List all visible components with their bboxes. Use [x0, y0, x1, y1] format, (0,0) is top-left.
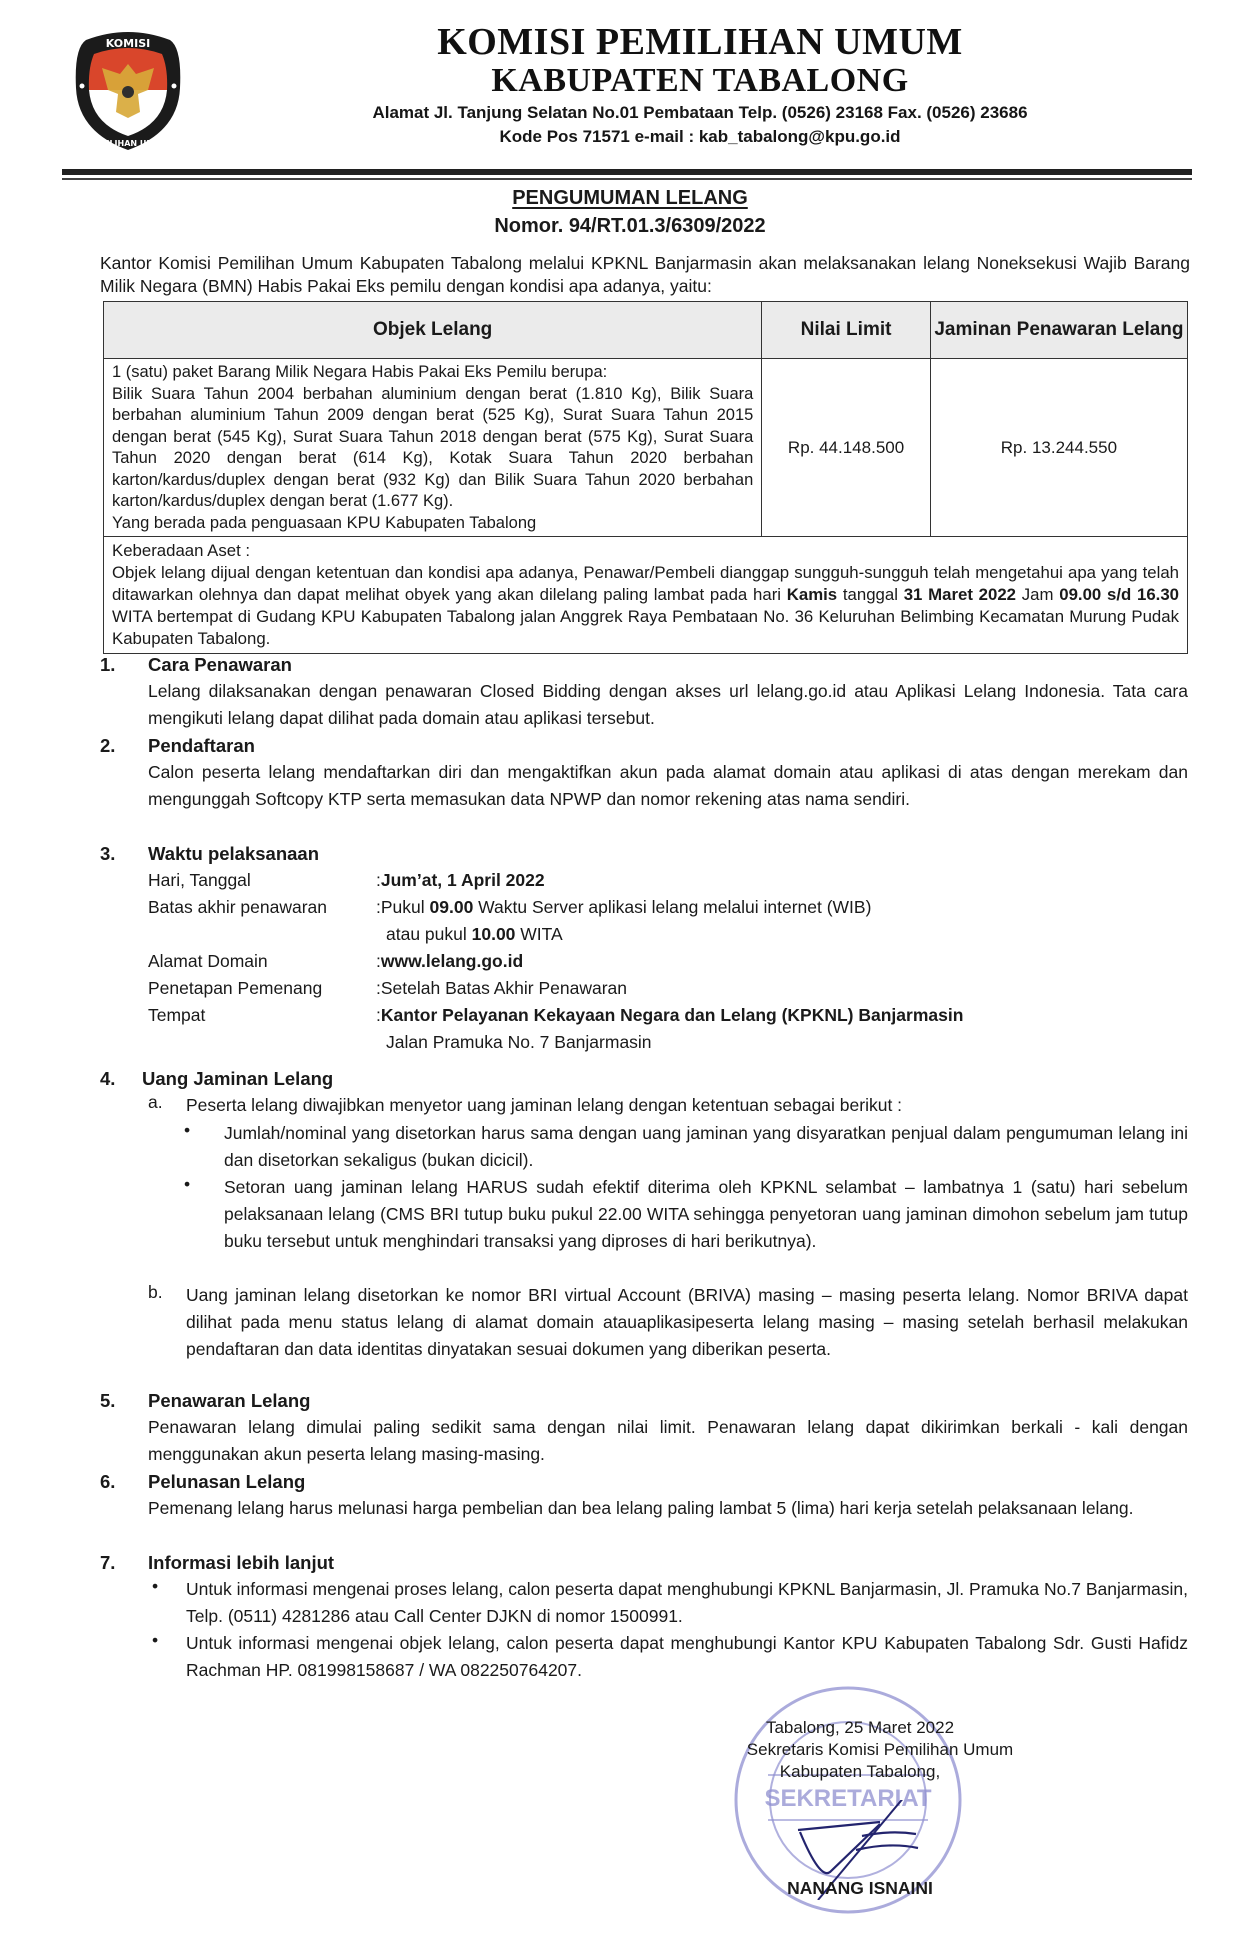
section-6-heading: 6. Pelunasan Lelang [100, 1471, 306, 1492]
letterhead-divider-thin [62, 178, 1192, 180]
bullet-dot-icon: • [152, 1576, 159, 1596]
svg-text:PEMILIHAN UMUM: PEMILIHAN UMUM [87, 139, 169, 148]
section-1-heading: 1. Cara Penawaran [100, 654, 292, 675]
schedule-row-deadline: Batas akhir penawaran : Pukul 09.00 Waktu Server aplikasi lelang melalui internet (WIB) [148, 897, 872, 917]
schedule-row-place-address: Jalan Pramuka No. 7 Banjarmasin [386, 1032, 652, 1052]
schedule-row-deadline-wita: atau pukul 10.00 WITA [386, 924, 563, 944]
org-region: KABUPATEN TABALONG [491, 62, 909, 99]
object-location: Yang berada pada penguasaan KPU Kabupaten Tabalong [112, 513, 537, 532]
guarantee-value: Rp. 13.244.550 [930, 359, 1187, 537]
header-guarantee: Jaminan Penawaran Lelang [930, 302, 1187, 359]
section-2-heading: 2. Pendaftaran [100, 735, 255, 756]
signature-region: Kabupaten Tabalong, [779, 1762, 941, 1781]
schedule-row-place: Tempat : Kantor Pelayanan Kekayaan Negara dan Lelang (KPKNL) Banjarmasin [148, 1005, 964, 1025]
org-name: KOMISI PEMILIHAN UMUM [437, 21, 963, 63]
section-7-bullet-2: Untuk informasi mengenai objek lelang, calon peserta dapat menghubungi Kantor KPU Kabupaten Tabalong Sdr. Gusti Hafidz Rachman HP. 081998158687 / WA 082250764207. [186, 1633, 1188, 1680]
domain-link[interactable]: www.lelang.go.id [380, 951, 524, 971]
asset-location-row [104, 537, 1188, 654]
table-header-row [104, 302, 1188, 359]
section-1-body: Lelang dilaksanakan dengan penawaran Closed Bidding dengan akses url lelang.go.id atau Aplikasi Lelang Indonesia. Tata cara mengikuti lelang dapat dilihat pada domain atau aplikasi tersebut. [148, 681, 1188, 728]
org-contact: Kode Pos 71571 e-mail : kab_tabalong@kpu.go.id [499, 127, 901, 146]
bullet-dot-icon: • [152, 1630, 159, 1650]
schedule-row-day: Hari, Tanggal : Jum’at, 1 April 2022 [148, 870, 545, 890]
asset-location-cell [104, 537, 1188, 654]
document-number: Nomor. 94/RT.01.3/6309/2022 [494, 215, 766, 237]
section-6-body: Pemenang lelang harus melunasi harga pembelian dan bea lelang paling lambat 5 (lima) hari kerja setelah pelaksanaan lelang. [148, 1498, 1134, 1518]
limit-value: Rp. 44.148.500 [762, 359, 931, 537]
section-5-heading: 5. Penawaran Lelang [100, 1390, 311, 1411]
schedule-row-winner: Penetapan Pemenang : Setelah Batas Akhir Penawaran [148, 978, 628, 998]
object-cell [104, 359, 762, 537]
signature-position: Sekretaris Komisi Pemilihan Umum [746, 1740, 1014, 1759]
org-address: Alamat Jl. Tanjung Selatan No.01 Pembataan Telp. (0526) 23168 Fax. (0526) 23686 [372, 103, 1028, 122]
section-4b-text: Uang jaminan lelang disetorkan ke nomor BRI virtual Account (BRIVA) masing – masing peserta lelang. Nomor BRIVA dapat dilihat pada menu status lelang di alamat domain atauaplikasipeserta lelang masing – masing setelah berhasil melakukan pendaftaran dan data identitas dinyatakan sesuai dokumen yang diberikan peserta. [186, 1285, 1188, 1359]
schedule-details [148, 867, 963, 1056]
section-4a-letter: a. [148, 1092, 163, 1112]
section-5-body: Penawaran lelang dimulai paling sedikit sama dengan nilai limit. Penawaran lelang dapat dikirimkan berkali - kali dengan menggunakan akun peserta lelang masing-masing. [148, 1417, 1188, 1464]
object-lead: 1 (satu) paket Barang Milik Negara Habis Pakai Eks Pemilu berupa: [112, 363, 608, 381]
kpu-logo-icon [72, 28, 184, 152]
document-title: PENGUMUMAN LELANG [512, 187, 748, 209]
schedule-row-domain: Alamat Domain : www.lelang.go.id [148, 948, 963, 975]
header-object: Objek Lelang [104, 302, 762, 359]
asset-label: Keberadaan Aset : [112, 541, 251, 560]
section-4a-text: Peserta lelang diwajibkan menyetor uang jaminan lelang dengan ketentuan sebagai berikut : [186, 1095, 903, 1115]
section-4a-bullet-2: Setoran uang jaminan lelang HARUS sudah efektif diterima oleh KPKNL selambat – lambatnya 1 (satu) hari sebelum pelaksanaan lelang (CMS BRI tutup buku pukul 22.00 WITA sehingga penyetoran uang jaminan dimohon sebelum jam tutup buku tersebut untuk menghindari transaksi yang diproses di hari berikutnya). [224, 1177, 1188, 1251]
asset-description: Objek lelang dijual dengan ketentuan dan kondisi apa adanya, Penawar/Pembeli dianggap sungguh-sungguh telah mengetahui apa yang telah ditawarkan olehnya dan dapat melihat obyek yang akan dilelang paling lambat pada hari Kamis tanggal 31 Maret 2022 Jam 09.00 s/d 16.30 WITA bertempat di Gudang KPU Kabupaten Tabalong jalan Anggrek Raya Pembataan No. 36 Keluruhan Belimbing Kecamatan Murung Pudak Kabupaten Tabalong. [112, 563, 1179, 648]
section-2-body: Calon peserta lelang mendaftarkan diri dan mengaktifkan akun pada alamat domain atau aplikasi di atas dengan merekam dan mengunggah Softcopy KTP serta memasukan data NPWP dan nomor rekening atas nama sendiri. [148, 762, 1188, 809]
signatory-name: NANANG ISNAINI [787, 1878, 933, 1898]
bullet-dot-icon: • [184, 1120, 191, 1140]
letterhead-divider-thick [62, 169, 1192, 175]
object-detail: Bilik Suara Tahun 2004 berbahan aluminium dengan berat (1.810 Kg), Bilik Suara berbahan aluminium Tahun 2009 dengan berat (525 Kg), Surat Suara Tahun 2015 dengan berat (545 Kg), Surat Suara Tahun 2018 dengan berat (575 Kg), Surat Suara Tahun 2020 dengan berat (614 Kg), Kotak Suara Tahun 2020 berbahan karton/kardus/duplex dengan berat (932 Kg) dan Bilik Suara Tahun 2020 berbahan karton/kardus/duplex dengan berat (1.677 Kg). [112, 384, 754, 510]
auction-object-table [103, 301, 1188, 654]
section-7-bullet-1: Untuk informasi mengenai proses lelang, calon peserta dapat menghubungi KPKNL Banjarmasin, Jl. Pramuka No.7 Banjarmasin, Telp. (0511) 4281286 atau Call Center DJKN di nomor 1500991. [186, 1579, 1188, 1626]
table-row [104, 359, 1188, 537]
svg-text:KOMISI: KOMISI [105, 37, 151, 50]
section-7-heading: 7. Informasi lebih lanjut [100, 1552, 335, 1573]
section-3-heading: 3. Waktu pelaksanaan [100, 843, 320, 864]
header-limit: Nilai Limit [762, 302, 931, 359]
intro-paragraph: Kantor Komisi Pemilihan Umum Kabupaten Tabalong melalui KPKNL Banjarmasin akan melaksanakan lelang Noneksekusi Wajib Barang Milik Negara (BMN) Habis Pakai Eks pemilu dengan kondisi apa adanya, yaitu: [100, 253, 1190, 296]
section-4a-bullet-1: Jumlah/nominal yang disetorkan harus sama dengan uang jaminan yang disyaratkan penjual dalam pengumuman lelang ini dan disetorkan sekaligus (bukan dicicil). [224, 1123, 1188, 1170]
signature-place-date: Tabalong, 25 Maret 2022 [765, 1718, 955, 1737]
svg-text:SEKRETARIAT: SEKRETARIAT [764, 1785, 932, 1812]
section-4-heading: 4. Uang Jaminan Lelang [100, 1068, 334, 1089]
section-4b-letter: b. [148, 1282, 163, 1302]
bullet-dot-icon: • [184, 1174, 191, 1194]
